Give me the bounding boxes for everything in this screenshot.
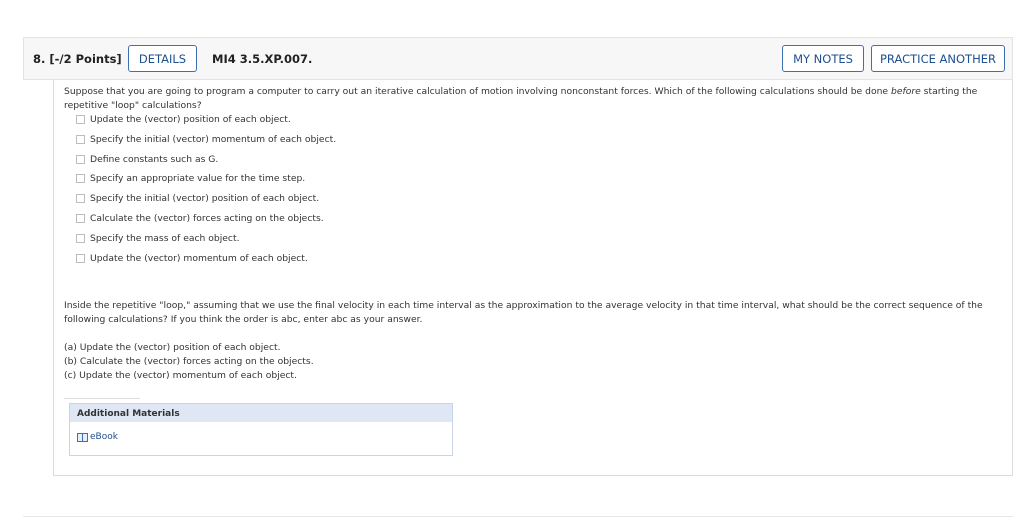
checkbox[interactable] — [76, 214, 85, 223]
checkbox[interactable] — [76, 155, 85, 164]
part2-prompt: Inside the repetitive "loop," assuming that we use the final velocity in each time interval as the approximation to the average velocity in that time interval, what should be the correct sequence of the following calculations? If you think the order is abc, enter abc as your answer. — [64, 300, 983, 325]
sequence-item-c: (c) Update the (vector) momentum of each object. — [64, 370, 297, 381]
practice-another-button[interactable]: PRACTICE ANOTHER — [871, 45, 1005, 72]
option-8[interactable]: Update the (vector) momentum of each object. — [76, 251, 308, 265]
checkbox[interactable] — [76, 174, 85, 183]
question-header — [23, 37, 1013, 80]
additional-materials — [69, 403, 453, 456]
option-1[interactable]: Update the (vector) position of each object. — [76, 112, 291, 126]
checkbox[interactable] — [76, 135, 85, 144]
option-5[interactable]: Specify the initial (vector) position of each object. — [76, 191, 319, 205]
checkbox[interactable] — [76, 234, 85, 243]
option-2[interactable]: Specify the initial (vector) momentum of each object. — [76, 132, 336, 146]
details-button[interactable]: DETAILS — [128, 45, 197, 72]
sequence-item-b: (b) Calculate the (vector) forces acting on the objects. — [64, 356, 314, 367]
sequence-item-a: (a) Update the (vector) position of each object. — [64, 342, 281, 353]
question-prompt: Suppose that you are going to program a computer to carry out an iterative calculation of motion involving nonconstant forces. Which of the following calculations should be done before starting the repetitive "loop" calculations? — [64, 86, 978, 111]
answer-divider — [64, 398, 140, 399]
option-4[interactable]: Specify an appropriate value for the time step. — [76, 171, 305, 185]
checkbox[interactable] — [76, 115, 85, 124]
book-icon — [77, 433, 88, 442]
option-6[interactable]: Calculate the (vector) forces acting on the objects. — [76, 211, 324, 225]
question-number: 8. [-/2 Points] — [33, 52, 122, 66]
checkbox[interactable] — [76, 194, 85, 203]
checkbox[interactable] — [76, 254, 85, 263]
ebook-link[interactable]: eBook — [77, 432, 118, 442]
option-3[interactable]: Define constants such as G. — [76, 152, 218, 166]
problem-code: MI4 3.5.XP.007. — [212, 52, 313, 66]
option-7[interactable]: Specify the mass of each object. — [76, 231, 240, 245]
additional-materials-title: Additional Materials — [70, 404, 452, 422]
my-notes-button[interactable]: MY NOTES — [782, 45, 864, 72]
bottom-divider — [23, 516, 1013, 517]
